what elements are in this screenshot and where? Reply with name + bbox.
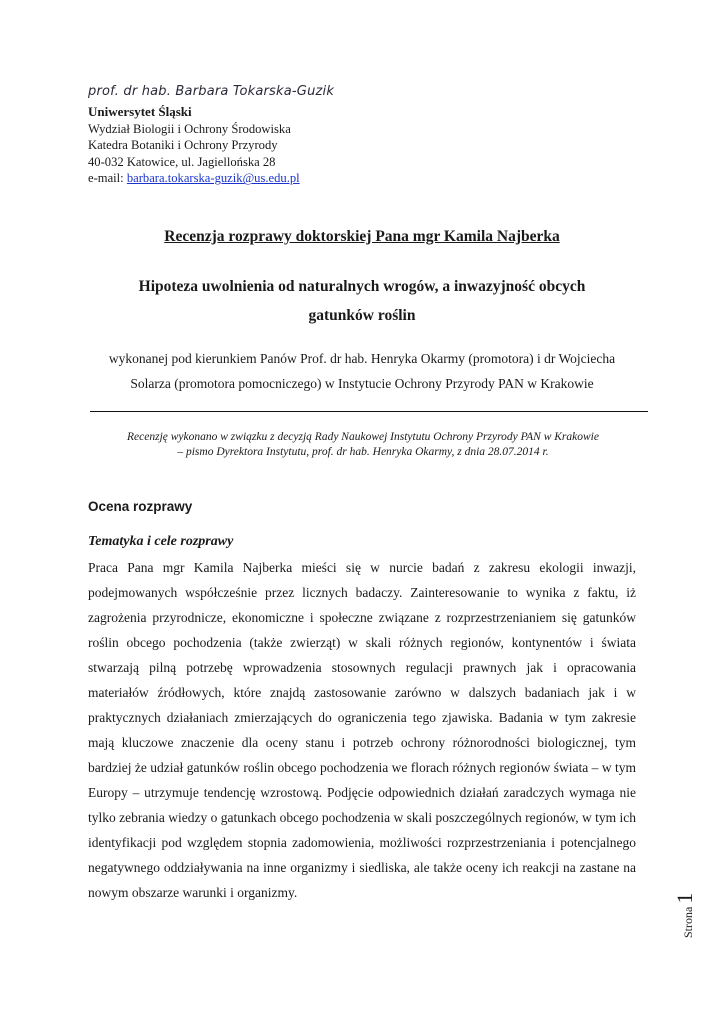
review-title: Recenzja rozprawy doktorskiej Pana mgr Kamila Najberka bbox=[164, 228, 560, 245]
page-label-text: Strona bbox=[681, 906, 695, 938]
postal-address: 40-032 Katowice, ul. Jagiellońska 28 bbox=[88, 154, 276, 169]
horizontal-divider bbox=[90, 411, 648, 412]
supervisors-line-1: wykonanej pod kierunkiem Panów Prof. dr hab. Henryka Okarmy (promotora) i dr Wojciecha bbox=[108, 351, 616, 366]
note-line-2: – pismo Dyrektora Instytutu, prof. dr hab. Henryka Okarmy, z dnia 28.07.2014 r. bbox=[177, 446, 549, 458]
university-name: Uniwersytet Śląski bbox=[88, 104, 192, 119]
thesis-title-line-1: Hipoteza uwolnienia od naturalnych wrogów, a inwazyjność obcych bbox=[138, 278, 586, 295]
supervisors-info bbox=[86, 346, 638, 396]
email-line bbox=[88, 170, 300, 187]
email-link[interactable]: barbara.tokarska-guzik@us.edu.pl bbox=[126, 171, 300, 186]
note-line-1: Recenzję wykonano w związku z decyzją Rady Naukowej Instytutu Ochrony Przyrody PAN w Krakowie bbox=[127, 431, 599, 443]
thesis-title-line-2: gatunków roślin bbox=[308, 307, 416, 324]
page-number-label bbox=[672, 876, 704, 938]
email-label: e-mail: bbox=[88, 171, 127, 186]
faculty-name: Wydział Biologii i Ochrony Środowiska bbox=[88, 121, 291, 136]
department-name: Katedra Botaniki i Ochrony Przyrody bbox=[88, 138, 278, 153]
body-paragraph: Praca Pana mgr Kamila Najberka mieści się w nurcie badań z zakresu ekologii inwazji, podejmowanych współcześnie przez licznych badaczy. Zainteresowanie to wynika z faktu, iż zagrożenia przyrodnicze, ekonomiczne i społeczne związane z rozprzestrzenianiem się gatunków roślin obcego pochodzenia (także zwierząt) w skali różnych regionów, kontynentów i świata stwarzają pilną potrzebę wprowadzenia stosownych regulacji prawnych jak i opracowania materiałów źródłowych, które znajdą zastosowanie zarówno w dalszych badaniach jak i w praktycznych działaniach zmierzających do ograniczenia tego zjawiska. Badania w tym zakresie mają kluczowe znaczenie dla oceny stanu i potrzeb ochrony różnorodności biologicznej, tym bardziej że udział gatunków roślin obcego pochodzenia we florach różnych regionów świata – w tym Europy – utrzymuje tendencję wzrostową. Podjęcie odpowiednich działań zaradczych wymaga nie tylko zebrania wiedzy o gatunkach obcego pochodzenia w skali poszczególnych regionów, w tym ich identyfikacji pod względem stopnia zadomowienia, możliwości rozprzestrzeniania i potencjalnego negatywnego oddziaływania na inne organizmy i siedliska, ale także oceny ich reakcji na zastane na nowym obszarze warunki i organizmy. bbox=[88, 560, 636, 900]
author-signature: prof. dr hab. Barbara Tokarska-Guzik bbox=[88, 84, 335, 99]
thesis-title bbox=[90, 272, 634, 330]
review-basis-note bbox=[80, 430, 646, 460]
section-heading: Ocena rozprawy bbox=[88, 499, 193, 514]
page-number: 1 bbox=[672, 892, 697, 904]
affiliation-block bbox=[88, 104, 300, 187]
supervisors-line-2: Solarza (promotora pomocniczego) w Instytucie Ochrony Przyrody PAN w Krakowie bbox=[130, 376, 594, 391]
subsection-heading: Tematyka i cele rozprawy bbox=[88, 534, 234, 549]
